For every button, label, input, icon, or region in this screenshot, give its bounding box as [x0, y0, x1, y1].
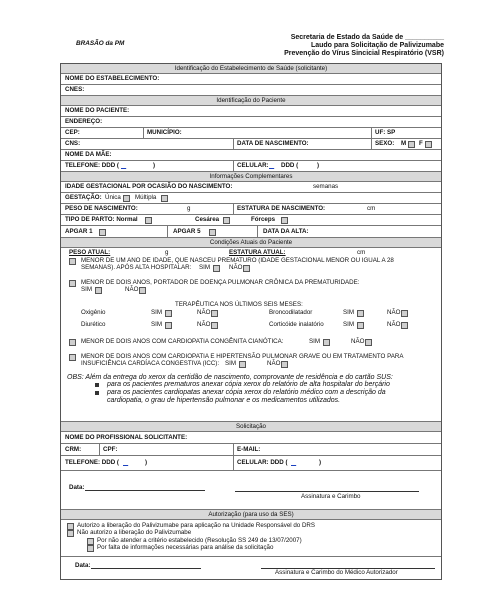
municipio-label: MUNICÍPIO: — [147, 129, 182, 136]
estatura-atual-unit: cm — [357, 249, 366, 256]
telefone-paren: ) — [153, 162, 156, 169]
row-apgar-alta — [61, 226, 441, 238]
item1-text-2: SEMANAS). APÓS ALTA HOSPITALAR: — [81, 264, 192, 271]
crm-label: CRM: — [65, 446, 82, 453]
apgar1-checkbox[interactable] — [99, 229, 106, 236]
field-profissional[interactable] — [61, 432, 441, 444]
uf-label: UF: SP — [375, 129, 396, 136]
sexo-m-label: M — [401, 140, 407, 147]
row-sol-telefone-celular — [61, 456, 441, 471]
celular-paren: ) — [317, 162, 320, 169]
header-line-3: Prevenção do Vírus Sincicial Respiratório (VSR) — [284, 50, 444, 57]
apgar5-label: APGAR 5 — [173, 228, 201, 235]
condicoes-block — [61, 248, 441, 422]
section-title: Autorização (para uso da SES) — [208, 511, 294, 518]
cortic-sim-checkbox[interactable] — [357, 322, 364, 329]
apgar1-label: APGAR 1 — [65, 228, 93, 235]
estatura-atual-label: ESTATURA ATUAL: — [229, 249, 286, 256]
field-label: NOME DA MÃE: — [65, 151, 112, 158]
diuretico-sim-checkbox[interactable] — [165, 322, 172, 329]
bronco-nao-checkbox[interactable] — [401, 310, 408, 317]
row-crm-cpf-email — [61, 444, 441, 456]
section-condicoes — [61, 238, 441, 248]
item4-sim-label: SIM — [225, 360, 237, 367]
sol-signature-block — [61, 471, 441, 510]
multipla-checkbox[interactable] — [161, 195, 168, 202]
sol-celular-paren: ) — [319, 459, 322, 466]
autorizo-checkbox[interactable] — [67, 523, 74, 530]
bullet-icon — [95, 391, 99, 395]
brasao-label: BRASÃO da PM — [76, 40, 125, 47]
sol-data-line[interactable] — [85, 490, 205, 491]
item3-checkbox[interactable] — [69, 339, 76, 346]
parto-label: TIPO DE PARTO: Normal — [65, 216, 138, 223]
field-nome-paciente[interactable] — [61, 106, 441, 117]
document-header — [248, 34, 444, 58]
celular-label: CELULAR: — [237, 162, 269, 169]
multipla-label: Múltipla — [135, 194, 157, 201]
bullet-icon — [95, 383, 99, 387]
item1-nao-label: NÃO — [229, 264, 243, 271]
semanas-unit: semanas — [313, 183, 339, 190]
peso-atual-unit: g — [165, 249, 169, 256]
item4-nao-checkbox[interactable] — [281, 361, 288, 368]
diuretico-nao-label: NÃO — [197, 321, 211, 328]
nao-autorizo-checkbox[interactable] — [67, 530, 74, 537]
peso-unit: g — [187, 205, 191, 212]
field-label: CNES: — [65, 86, 85, 93]
diuretico-label: Diurético — [81, 321, 106, 328]
sol-celular-field[interactable] — [291, 456, 296, 470]
field-cnes[interactable] — [61, 85, 441, 96]
field-idade-gestacional[interactable] — [61, 182, 441, 193]
item3-nao-checkbox[interactable] — [365, 339, 372, 346]
item1-sim-checkbox[interactable] — [213, 265, 220, 272]
apgar5-checkbox[interactable] — [209, 229, 216, 236]
field-label: NOME DO ESTABELECIMENTO: — [65, 75, 160, 82]
forceps-checkbox[interactable] — [281, 217, 288, 224]
obs-line-3: para os pacientes cardiopatas anexar cópia xerox do relatório médico com a descrição da — [107, 389, 386, 396]
celular-ddd-label: DDD ( — [281, 162, 299, 169]
item2-checkbox[interactable] — [69, 280, 76, 287]
item2-nao-checkbox[interactable] — [139, 287, 146, 294]
section-title: Identificação do Paciente — [216, 97, 286, 104]
item1-sim-label: SIM — [199, 264, 211, 271]
aut-signature-block — [61, 557, 441, 579]
section-title: Condições Atuais do Paciente — [209, 239, 293, 246]
terapeutica-heading: TERAPÊUTICA NOS ÚLTIMOS SEIS MESES: — [175, 301, 303, 308]
oxigenio-label: Oxigênio — [81, 309, 106, 316]
sol-telefone-field[interactable] — [123, 456, 128, 470]
item4-nao-label: NÃO — [267, 360, 281, 367]
item4-checkbox[interactable] — [69, 354, 76, 361]
oxigenio-sim-label: SIM — [151, 309, 163, 316]
row-tipo-parto — [61, 215, 441, 226]
row-cns-nascimento-sexo — [61, 139, 441, 150]
section-title: Solicitação — [236, 423, 266, 430]
sol-signature-caption: Assinatura e Carimbo — [301, 493, 361, 500]
item4-sim-checkbox[interactable] — [239, 361, 246, 368]
item3-text: MENOR DE DOIS ANOS COM CARDIOPATIA CONGÊNITA CIANÓTICA: — [81, 338, 284, 345]
bronco-sim-label: SIM — [343, 309, 355, 316]
cns-label: CNS: — [65, 140, 81, 147]
header-line-2: Laudo para Solicitação de Palivizumabe — [310, 42, 444, 49]
diuretico-nao-checkbox[interactable] — [211, 322, 218, 329]
item1-checkbox[interactable] — [69, 258, 76, 265]
motivo1-text: Por não atender a critério estabelecido (Resolução SS 249 de 13/07/2007) — [97, 537, 302, 544]
celular-field[interactable] — [269, 161, 274, 171]
section-autorizacao — [61, 510, 441, 520]
oxigenio-sim-checkbox[interactable] — [165, 310, 172, 317]
cesarea-label: Cesárea — [195, 216, 220, 223]
item3-nao-label: NÃO — [351, 338, 365, 345]
estatura-label: ESTATURA DE NASCIMENTO: — [237, 205, 326, 212]
motivo2-text: Por falta de informações necessárias para análise da solicitação — [97, 544, 274, 551]
motivo2-checkbox[interactable] — [87, 545, 94, 552]
obs-line-2: para os pacientes prematuros anexar cópia xerox do relatório de alta hospitalar do berçário — [107, 381, 390, 388]
nao-autorizo-text: Não autorizo a liberação do Palivizumabe — [77, 529, 192, 536]
oxigenio-nao-checkbox[interactable] — [211, 310, 218, 317]
peso-atual-label: PESO ATUAL: — [69, 249, 111, 256]
bronco-sim-checkbox[interactable] — [357, 310, 364, 317]
row-peso-estatura-nascimento — [61, 204, 441, 215]
item2-sim-label: SIM — [81, 286, 93, 293]
nascimento-label: DATA DE NASCIMENTO: — [237, 140, 309, 147]
item2-sim-checkbox[interactable] — [95, 287, 102, 294]
gestacao-label: GESTAÇÃO: — [65, 194, 102, 201]
field-estabelecimento[interactable] — [61, 74, 441, 85]
item1-text: MENOR DE UM ANO DE IDADE, QUE NASCEU PREMATURO (IDADE GESTACIONAL MENOR OU IGUAL A 28 — [81, 257, 394, 264]
obs-line-1: OBS: Além da entrega do xerox da certidão de nascimento, comprovante de residência e do cartão SUS: — [67, 374, 393, 381]
aut-data-label: Data: — [75, 562, 91, 569]
row-cep-municipio-uf — [61, 128, 441, 139]
item4-text: MENOR DE DOIS ANOS COM CARDIOPATIA E HIPERTENSÃO PULMONAR GRAVE OU EM TRATAMENTO PARA — [81, 353, 404, 360]
autorizacao-block — [61, 520, 441, 557]
section-complementares — [61, 172, 441, 182]
aut-signature-caption: Assinatura e Carimbo do Médico Autorizador — [275, 569, 398, 576]
row-telefone-celular — [61, 161, 441, 172]
peso-label: PESO DE NASCIMENTO: — [65, 205, 138, 212]
field-label: ENDEREÇO: — [65, 118, 103, 125]
field-label: NOME DO PROFISSIONAL SOLICITANTE: — [65, 434, 188, 441]
alta-label: DATA DA ALTA: — [263, 228, 309, 235]
telefone-label: TELEFONE: DDD ( — [65, 162, 119, 169]
section-solicitacao — [61, 422, 441, 432]
motivo1-checkbox[interactable] — [87, 538, 94, 545]
cortic-nao-label: NÃO — [387, 321, 401, 328]
sexo-label: SEXO: — [375, 140, 395, 147]
parto-normal-checkbox[interactable] — [145, 217, 152, 224]
oxigenio-nao-label: NÃO — [197, 309, 211, 316]
sexo-m-checkbox[interactable] — [408, 141, 415, 148]
cortic-nao-checkbox[interactable] — [401, 322, 408, 329]
sexo-f-checkbox[interactable] — [425, 141, 432, 148]
cortic-sim-label: SIM — [343, 321, 355, 328]
estatura-unit: cm — [367, 205, 376, 212]
sol-telefone-label: TELEFONE: DDD ( — [65, 459, 119, 466]
section-title: Identificação do Estabelecimento de Saúde (solicitante) — [174, 65, 328, 72]
obs-line-4: cardiopatia, o grau de hipertensão pulmonar e os medicamentos utilizados. — [107, 397, 341, 404]
section-estabelecimento — [61, 64, 441, 74]
item2-nao-label: NÃO — [125, 286, 139, 293]
field-label: NOME DO PACIENTE: — [65, 107, 130, 114]
section-title: Informações Complementares — [209, 173, 293, 180]
item4-text-2: INSUFICIÊNCIA CARDÍACA CONGESTIVA (ICC): — [81, 360, 220, 367]
section-paciente — [61, 96, 441, 106]
cesarea-checkbox[interactable] — [223, 217, 230, 224]
sol-signature-line[interactable] — [235, 491, 419, 492]
item3-sim-label: SIM — [309, 338, 321, 345]
sol-celular-label: CELULAR: DDD ( — [237, 459, 288, 466]
request-form — [60, 63, 442, 580]
item3-sim-checkbox[interactable] — [323, 339, 330, 346]
sol-telefone-paren: ) — [145, 459, 148, 466]
sol-data-label: Data: — [69, 484, 85, 491]
broncodilatador-label: Broncodilatador — [269, 309, 313, 316]
field-nome-mae[interactable] — [61, 150, 441, 161]
email-label: E-MAIL: — [237, 446, 261, 453]
unica-checkbox[interactable] — [123, 195, 130, 202]
autorizo-text: Autorizo a liberação do Palivizumabe para aplicação na Unidade Responsável do DRS — [77, 522, 316, 529]
cpf-label: CPF: — [103, 446, 118, 453]
diuretico-sim-label: SIM — [151, 321, 163, 328]
telefone-ddd-field[interactable] — [121, 161, 126, 171]
unica-label: Única — [105, 194, 121, 201]
bronco-nao-label: NÃO — [387, 309, 401, 316]
field-label: IDADE GESTACIONAL POR OCASIÃO DO NASCIMENTO: — [65, 183, 233, 190]
aut-data-line[interactable] — [91, 568, 201, 569]
corticoide-label: Corticóide inalatório — [269, 321, 324, 328]
item2-text: MENOR DE DOIS ANOS, PORTADOR DE DOENÇA PULMONAR CRÔNICA DA PREMATURIDADE: — [81, 279, 360, 286]
row-gestacao — [61, 193, 441, 204]
cep-label: CEP: — [65, 129, 80, 136]
field-endereco[interactable] — [61, 117, 441, 128]
forceps-label: Fórceps — [251, 216, 276, 223]
sexo-f-label: F — [419, 140, 423, 147]
item1-nao-checkbox[interactable] — [243, 265, 250, 272]
header-line-1: Secretaria de Estado da Saúde de __________ — [290, 34, 444, 41]
